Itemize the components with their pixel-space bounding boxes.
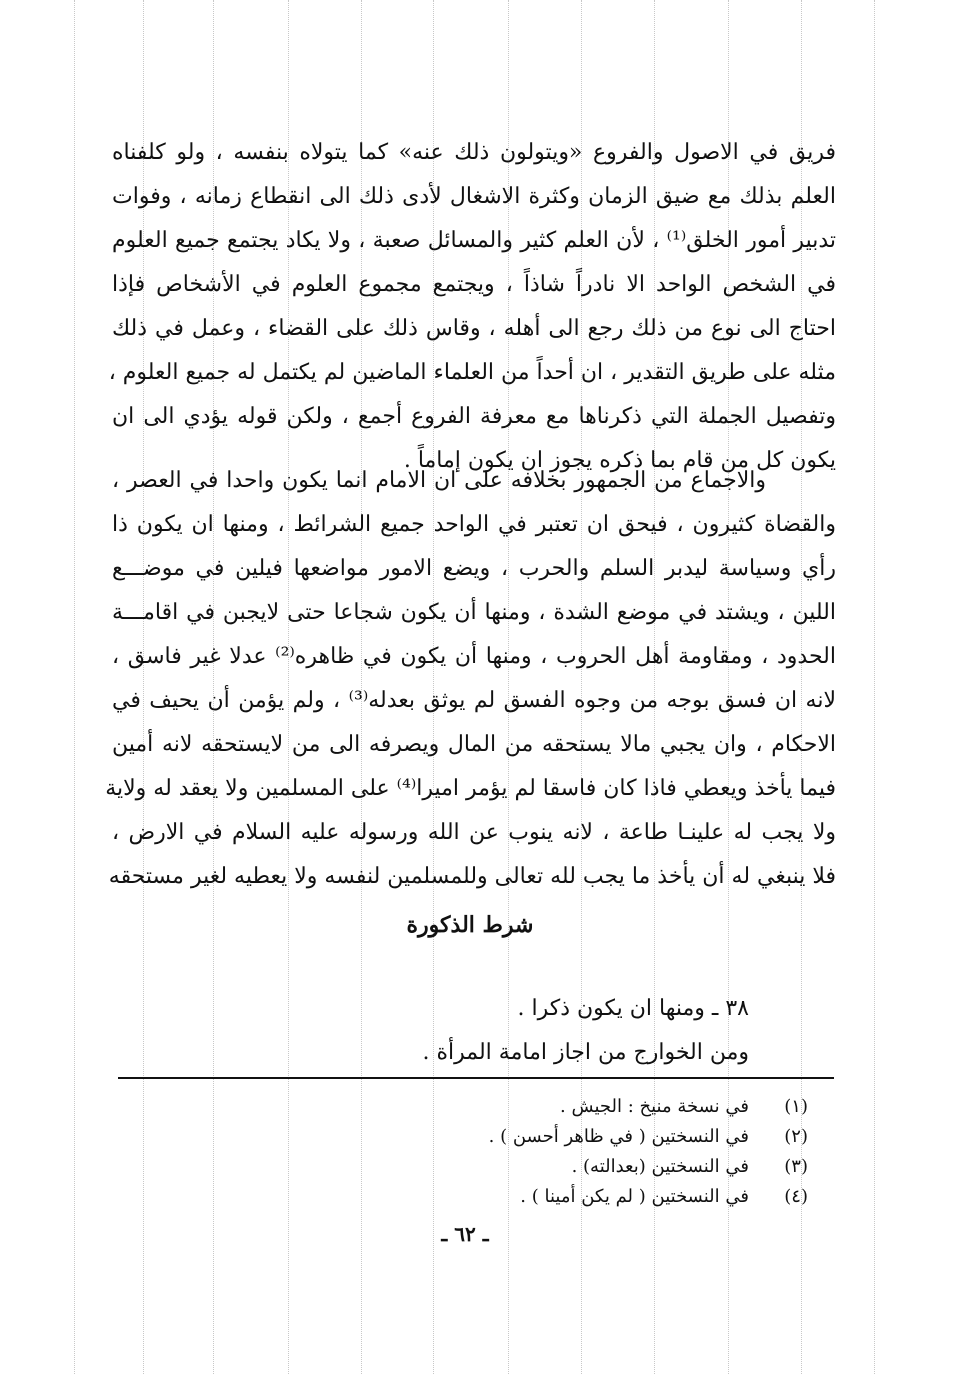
footnote-number: (٤) <box>784 1186 808 1207</box>
scan-grid-line <box>874 0 876 1374</box>
footnote-number: (٢) <box>784 1126 808 1147</box>
section-heading: شرط الذكورة <box>406 912 534 938</box>
footnote-text: في النسختين (بعدالته) . <box>571 1156 749 1177</box>
text-line: مثله على طريق التقدير ، ان أحداً من العلماء الماضين لم يكتمل له جميع العلوم ، <box>108 360 836 385</box>
text-line: والاجماع من الجمهور بخلافه على ان الامام انما يكون واحدا في العصر ، <box>112 468 766 493</box>
text-line: ولا يجب له علينـا طاعة ، لانه ينوب عن الله ورسوله عليه السلام في الارض ، <box>112 820 836 845</box>
page-number: ـ ٦٢ ـ <box>441 1222 489 1246</box>
footnote-text: في نسخة منيخ : الجيش . <box>560 1096 749 1117</box>
text-line: العلم بذلك مع ضيق الزمان وكثرة الاشغال لأدى ذلك الى انقطاع زمانه ، وفوات <box>112 184 836 209</box>
footnote-number: (١) <box>784 1096 808 1117</box>
text-line: فلا ينبغي له أن يأخذ ما يجب لله تعالى وللمسلمين لنفسه ولا يعطيه لغير مستحقه <box>108 864 836 889</box>
footnote-divider <box>118 1077 834 1079</box>
text-line: تدبير أمور الخلق⁽¹⁾ ، لأن العلم كثير والمسائل صعبة ، ولا يكاد يجتمع جميع العلوم <box>112 228 836 253</box>
footnote-text: في النسختين ( في ظاهر أحسن ) . <box>488 1126 749 1147</box>
paragraph-2 <box>105 468 836 889</box>
text-line: الاحكام ، وان يجبي مالا يستحقه من المال ويصرفه الى من لايستحقه لانه أمين <box>112 732 836 757</box>
text-line: يكون كل من قام بما ذكره يجوز ان يكون إماماً . <box>403 448 836 473</box>
text-line: الحدود ، ومقاومة أهل الحروب ، ومنها أن يكون في ظاهره⁽²⁾ عدلا غير فاسق ، <box>112 644 836 669</box>
text-line: والقضاة كثيرون ، فيحق ان تعتبر في الواحد جميع الشرائط ، ومنها ان يكون ذا <box>112 512 836 537</box>
text-line: في الشخص الواحد الا نادراً شاذاً ، ويجتمع مجموع العلوم في الأشخاص فإذا <box>112 272 836 297</box>
scan-grid-line <box>74 0 76 1374</box>
text-line: احتاج الى نوع من ذلك رجع الى أهله ، وقاس ذلك على القضاء ، وعمل في ذلك <box>112 316 836 341</box>
text-line: فيما يأخذ ويعطي فاذا كان فاسقا لم يؤمر اميرا⁽⁴⁾ على المسلمين ولا يعقد له ولاية <box>105 776 836 801</box>
footnote-text: في النسختين ( لم يكن أمينا ) . <box>520 1186 749 1207</box>
text-line: لانه ان فسق بوجه من وجوه الفسق لم يوثق بعدله⁽³⁾ ، ولم يؤمن أن يحيف في <box>112 688 836 713</box>
text-line: اللين ، ويشتد في موضع الشدة ، ومنها أن يكون شجاعا حتى لايجبن في اقامـــة <box>112 600 836 625</box>
item-line: ومن الخوارج من اجاز امامة المرأة . <box>422 1040 749 1065</box>
item-line: ٣٨ ـ ومنها ان يكون ذكرا . <box>517 996 749 1021</box>
paragraph-1 <box>108 140 836 473</box>
text-line: فريق في الاصول والفروع «ويتولون ذلك عنه» كما يتولاه بنفسه ، ولو كلفناه <box>112 140 836 165</box>
footnote-number: (٣) <box>784 1156 808 1177</box>
text-line: وتفصيل الجملة التي ذكرناها مع معرفة الفروع أجمع ، ولكن قوله يؤدي الى ان <box>112 404 836 429</box>
text-line: رأي وسياسة ليدبر السلم والحرب ، ويضع الامور مواضعها فيلين في موضـــع <box>112 556 836 581</box>
